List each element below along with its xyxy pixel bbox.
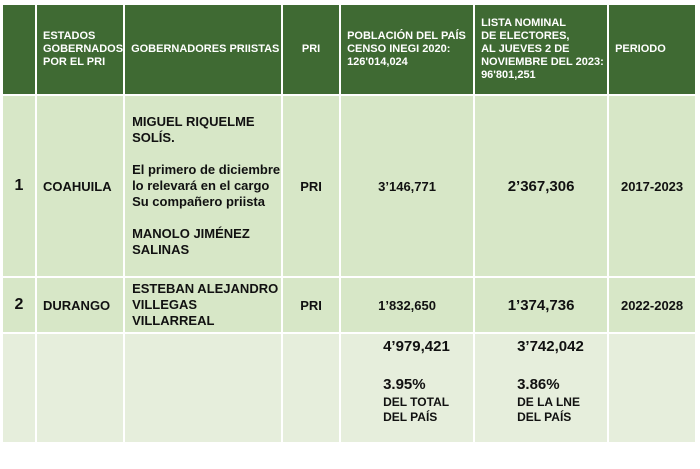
empty-cell (3, 334, 37, 444)
lne-value: 2’367,306 (475, 96, 609, 278)
population-percent: 3.95% (383, 376, 426, 393)
empty-cell (37, 334, 125, 444)
header-lne-line2: DE ELECTORES, (481, 30, 570, 42)
population-total-cell (341, 334, 475, 444)
header-pri: PRI (283, 5, 341, 96)
header-lne-line3: AL JUEVES 2 DE NOVIEMBRE DEL 2023: (481, 43, 604, 68)
header-row (3, 5, 695, 96)
header-lne-line4: 96'801,251 (481, 69, 536, 81)
successor-name: MANOLO JIMÉNEZ SALINAS (132, 226, 250, 257)
period: 2022-2028 (609, 278, 695, 334)
population-percent-label: DEL PAÍS (383, 410, 438, 424)
party: PRI (283, 278, 341, 334)
header-lne-line1: LISTA NOMINAL (481, 17, 566, 29)
lne-value: 1’374,736 (475, 278, 609, 334)
population-percent-label: DEL TOTAL (383, 395, 450, 409)
row-number: 2 (3, 278, 37, 334)
governor-name: ESTEBAN ALEJANDRO VILLEGAS VILLARREAL (125, 278, 283, 334)
note-line: Su compañero priista (132, 194, 265, 209)
header-lne (475, 5, 609, 96)
empty-cell (283, 334, 341, 444)
state-name: COAHUILA (37, 96, 125, 278)
empty-cell (125, 334, 283, 444)
governor-cell (125, 96, 283, 278)
empty-cell (609, 334, 695, 444)
lne-percent: 3.86% (517, 376, 560, 393)
governors-table (3, 5, 695, 444)
population: 3’146,771 (341, 96, 475, 278)
lne-total-cell (475, 334, 609, 444)
party: PRI (283, 96, 341, 278)
lne-total: 3’742,042 (517, 338, 584, 355)
totals-row (3, 334, 695, 444)
note-line: lo relevará en el cargo (132, 178, 270, 193)
header-population: POBLACIÓN DEL PAÍS CENSO INEGI 2020: 126'014,024 (341, 5, 475, 96)
header-governors: GOBERNADORES PRIISTAS (125, 5, 283, 96)
lne-percent-label: DE LA LNE (517, 395, 580, 409)
population-total: 4’979,421 (383, 338, 450, 355)
lne-percent-label: DEL PAÍS (517, 410, 572, 424)
header-states: ESTADOS GOBERNADOS POR EL PRI (37, 5, 125, 96)
note-line: El primero de diciembre (132, 162, 281, 177)
row-number: 1 (3, 96, 37, 278)
table-row (3, 96, 695, 278)
governor-name: MIGUEL RIQUELME SOLÍS. (132, 114, 255, 145)
header-period: PERIODO (609, 5, 695, 96)
table-row (3, 278, 695, 334)
population: 1’832,650 (341, 278, 475, 334)
period: 2017-2023 (609, 96, 695, 278)
state-name: DURANGO (37, 278, 125, 334)
header-num (3, 5, 37, 96)
